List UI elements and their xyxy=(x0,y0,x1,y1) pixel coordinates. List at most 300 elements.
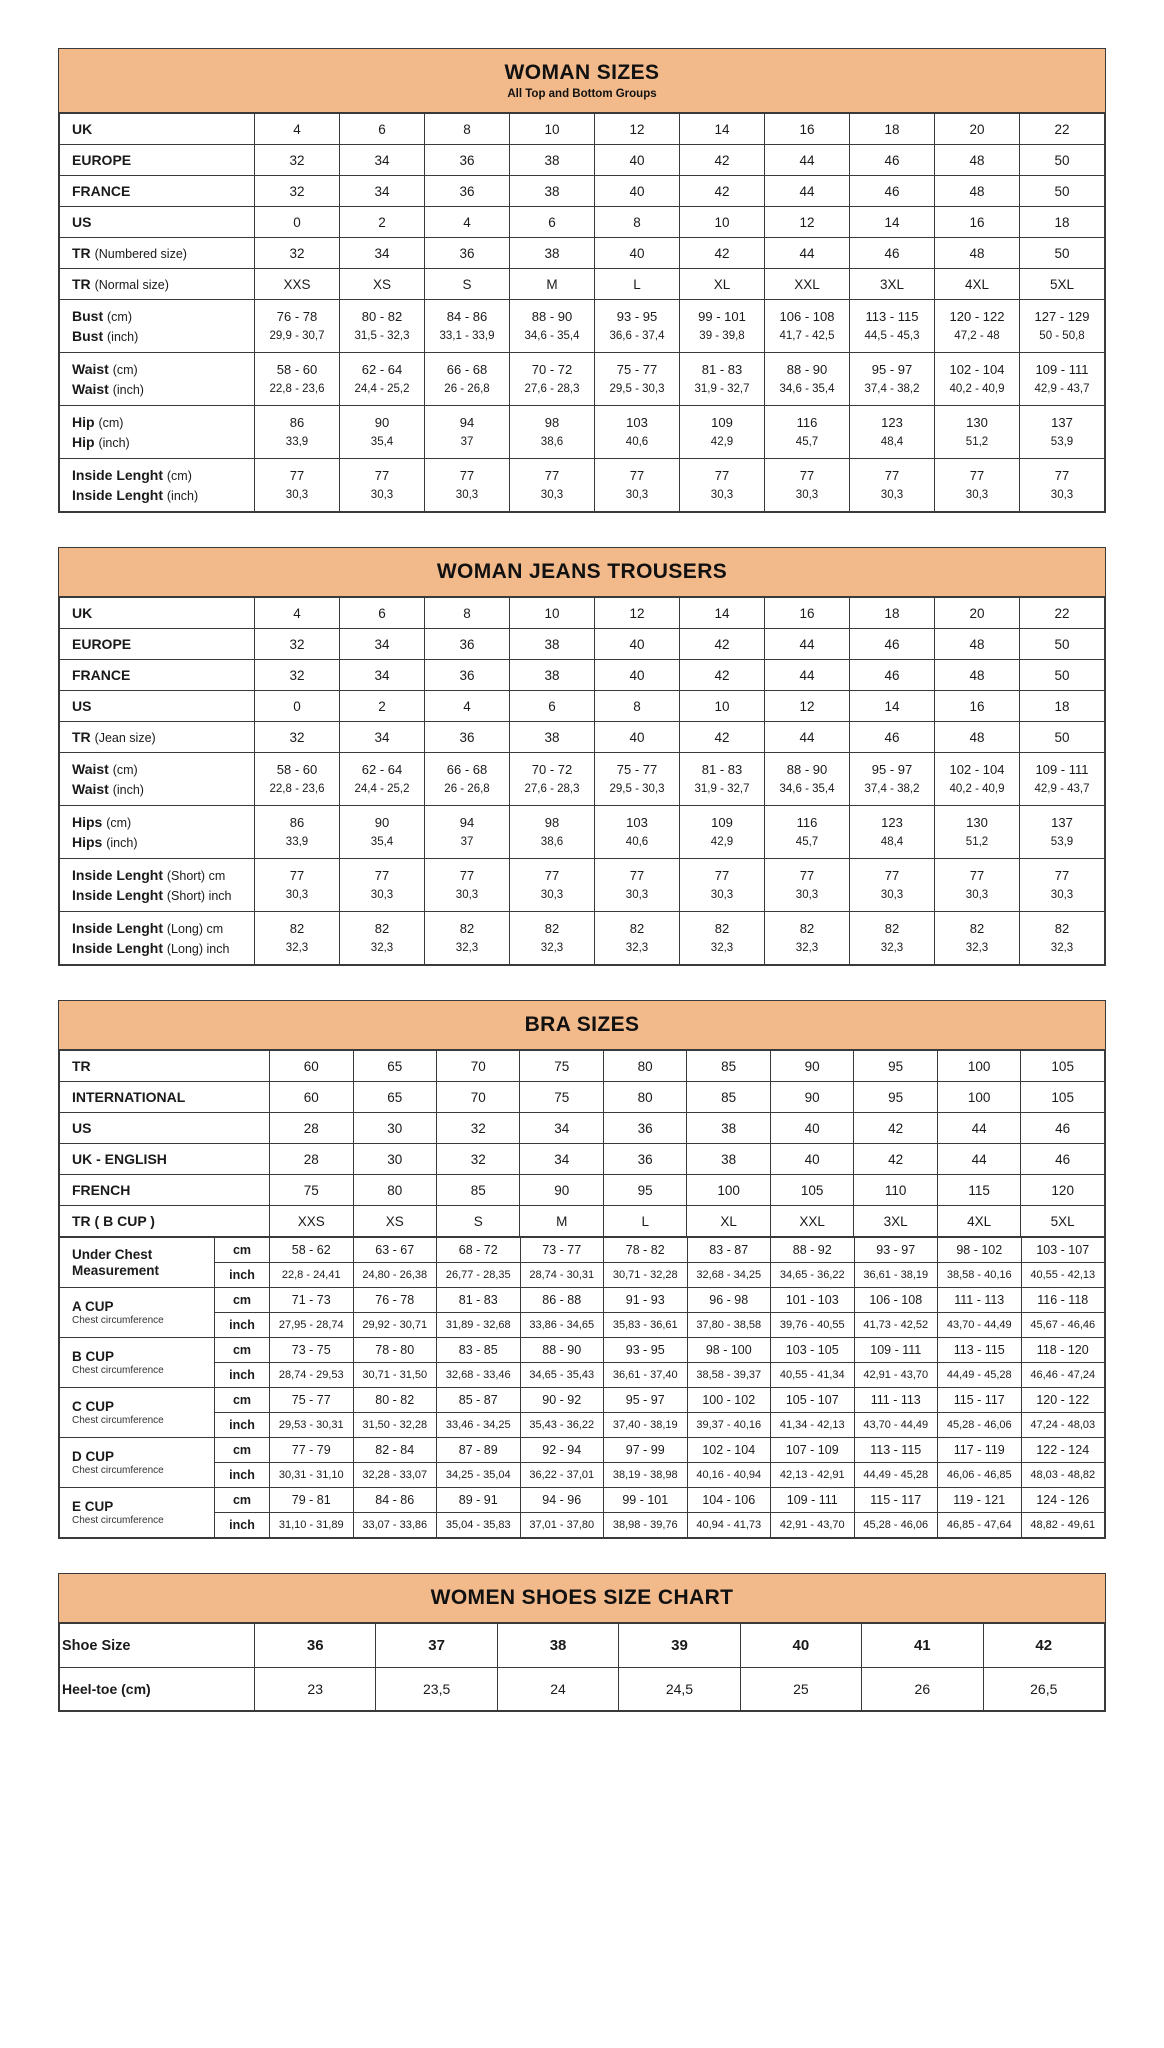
cell-value: 42,91 - 43,70 xyxy=(771,1513,855,1538)
cell-value: 34 xyxy=(340,722,425,753)
cell-value: 70 - 72 xyxy=(510,753,595,780)
cell-value: 113 - 115 xyxy=(850,300,935,327)
row-label: UK xyxy=(60,114,255,145)
cell-value: 100 - 102 xyxy=(687,1388,771,1413)
cell-value: 75 - 77 xyxy=(270,1388,354,1413)
cell-value: XL xyxy=(687,1206,770,1237)
chart-bra-sizes xyxy=(58,1000,1106,1539)
cell-value: 86 xyxy=(255,806,340,833)
cell-value: 20 xyxy=(935,114,1020,145)
cell-value: 26 - 26,8 xyxy=(425,779,510,806)
cell-value: 41 xyxy=(862,1624,983,1668)
cell-value: 29,9 - 30,7 xyxy=(255,326,340,353)
table-row xyxy=(60,1313,1105,1338)
table-row xyxy=(60,1363,1105,1388)
cell-value: 34,6 - 35,4 xyxy=(765,779,850,806)
cell-value: 117 - 119 xyxy=(938,1438,1022,1463)
table-row xyxy=(60,912,1105,939)
row-label-unit: (cm) xyxy=(112,763,138,777)
cell-value: 82 xyxy=(425,912,510,939)
cell-value: 33,1 - 33,9 xyxy=(425,326,510,353)
cell-value: 26,5 xyxy=(983,1668,1104,1711)
row-label-unit: (cm) xyxy=(107,310,132,324)
cell-value: 37,80 - 38,58 xyxy=(687,1313,771,1338)
table-row xyxy=(60,1338,1105,1363)
shoes-chart-title xyxy=(59,1574,1105,1623)
cell-value: 50 xyxy=(1020,145,1105,176)
woman-sizes-subtitle: All Top and Bottom Groups xyxy=(507,88,657,100)
cell-value: 31,9 - 32,7 xyxy=(680,779,765,806)
row-label: US xyxy=(60,691,255,722)
cell-value: 22 xyxy=(1020,114,1105,145)
cell-value: 32 xyxy=(255,145,340,176)
cell-value: 120 - 122 xyxy=(1021,1388,1105,1413)
cell-value: 77 xyxy=(765,859,850,886)
cell-value: 32,3 xyxy=(1020,938,1105,965)
cell-value: 93 - 95 xyxy=(595,300,680,327)
table-row xyxy=(60,406,1105,433)
table-row xyxy=(60,485,1105,512)
cell-value: 122 - 124 xyxy=(1021,1438,1105,1463)
cell-value: 8 xyxy=(595,207,680,238)
cell-value: 34,6 - 35,4 xyxy=(765,379,850,406)
cell-value: M xyxy=(520,1206,603,1237)
cell-value: 47,2 - 48 xyxy=(935,326,1020,353)
cell-value: 98 - 102 xyxy=(938,1238,1022,1263)
cell-value: 44 xyxy=(765,660,850,691)
table-row xyxy=(60,885,1105,912)
cell-value: 30,71 - 32,28 xyxy=(604,1263,688,1288)
cell-value: 32,3 xyxy=(340,938,425,965)
cell-value: 77 xyxy=(595,859,680,886)
cell-value: 30,3 xyxy=(595,885,680,912)
cell-value: 90 xyxy=(770,1051,853,1082)
table-row xyxy=(60,832,1105,859)
cell-value: 94 xyxy=(425,406,510,433)
row-label-unit: (Long) cm xyxy=(166,922,224,936)
cell-value: 106 - 108 xyxy=(854,1288,938,1313)
cell-value: 39,76 - 40,55 xyxy=(771,1313,855,1338)
cell-value: 2 xyxy=(340,207,425,238)
cell-value: 31,9 - 32,7 xyxy=(680,379,765,406)
cell-value: 88 - 90 xyxy=(765,753,850,780)
unit-label: cm xyxy=(215,1288,270,1313)
unit-label: cm xyxy=(215,1438,270,1463)
row-label: UK xyxy=(60,598,255,629)
bra-chart-title xyxy=(59,1001,1105,1050)
cell-value: 32,3 xyxy=(425,938,510,965)
cell-value: 31,5 - 32,3 xyxy=(340,326,425,353)
cell-value: XXL xyxy=(770,1206,853,1237)
cell-value: 32 xyxy=(255,238,340,269)
row-label: Inside Lenght (cm) xyxy=(60,459,255,486)
cell-value: 8 xyxy=(425,114,510,145)
cell-value: 115 - 117 xyxy=(854,1488,938,1513)
woman-sizes-title-text: WOMAN SIZES xyxy=(504,61,660,84)
cell-value: 34 xyxy=(340,145,425,176)
cell-value: 40,6 xyxy=(595,432,680,459)
row-label-unit: (inch) xyxy=(107,330,139,344)
cell-value: 30,3 xyxy=(850,485,935,512)
cell-value: 34,25 - 35,04 xyxy=(437,1463,521,1488)
cell-value: 40 xyxy=(595,145,680,176)
cell-value: 35,43 - 36,22 xyxy=(520,1413,604,1438)
cell-value: 103 xyxy=(595,806,680,833)
cell-value: 23,5 xyxy=(376,1668,497,1711)
cell-value: 77 xyxy=(935,859,1020,886)
cup-label-note: Chest circumference xyxy=(72,1414,164,1426)
cell-value: 109 xyxy=(680,406,765,433)
cell-value: 50 xyxy=(1020,660,1105,691)
cell-value: 8 xyxy=(595,691,680,722)
cell-value: 0 xyxy=(255,691,340,722)
unit-label: inch xyxy=(215,1363,270,1388)
cell-value: 36 xyxy=(603,1113,686,1144)
cell-value: 48 xyxy=(935,238,1020,269)
cell-value: 76 - 78 xyxy=(255,300,340,327)
cell-value: 90 xyxy=(770,1082,853,1113)
woman-jeans-trousers-table xyxy=(59,597,1105,965)
cell-value: 93 - 97 xyxy=(854,1238,938,1263)
cell-value: 75 xyxy=(520,1082,603,1113)
cell-value: 12 xyxy=(595,114,680,145)
row-label-unit: (Short) cm xyxy=(166,869,226,883)
table-row xyxy=(60,1263,1105,1288)
row-label: EUROPE xyxy=(60,145,255,176)
cell-value: 115 - 117 xyxy=(938,1388,1022,1413)
cell-value: 46 xyxy=(850,722,935,753)
cell-value: 105 xyxy=(1021,1051,1105,1082)
cell-value: 77 xyxy=(1020,459,1105,486)
cell-value: 102 - 104 xyxy=(935,753,1020,780)
cell-value: 65 xyxy=(353,1051,436,1082)
cell-value: 96 - 98 xyxy=(687,1288,771,1313)
cell-value: 84 - 86 xyxy=(425,300,510,327)
cell-value: 105 xyxy=(1021,1082,1105,1113)
cell-value: 102 - 104 xyxy=(935,353,1020,380)
cell-value: 34 xyxy=(520,1144,603,1175)
woman-sizes-table xyxy=(59,113,1105,512)
cell-value: 37,4 - 38,2 xyxy=(850,379,935,406)
cell-value: 30,31 - 31,10 xyxy=(270,1463,354,1488)
cell-value: 104 - 106 xyxy=(687,1488,771,1513)
cell-value: 42 xyxy=(983,1624,1104,1668)
table-row xyxy=(60,1175,1105,1206)
cell-value: 40 xyxy=(595,629,680,660)
row-label: US xyxy=(60,207,255,238)
cell-value: 120 xyxy=(1021,1175,1105,1206)
cell-value: 27,95 - 28,74 xyxy=(270,1313,354,1338)
cell-value: 94 xyxy=(425,806,510,833)
cell-value: 44,49 - 45,28 xyxy=(938,1363,1022,1388)
cell-value: 50 - 50,8 xyxy=(1020,326,1105,353)
row-label: TR xyxy=(60,1051,270,1082)
cell-value: 127 - 129 xyxy=(1020,300,1105,327)
cell-value: 4XL xyxy=(937,1206,1020,1237)
cell-value: 48,03 - 48,82 xyxy=(1021,1463,1105,1488)
cell-value: 81 - 83 xyxy=(680,753,765,780)
table-row xyxy=(60,1288,1105,1313)
cup-label-note: Chest circumference xyxy=(72,1364,164,1376)
cell-value: 33,07 - 33,86 xyxy=(353,1513,437,1538)
cell-value: 30,3 xyxy=(255,885,340,912)
cell-value: 38,58 - 39,37 xyxy=(687,1363,771,1388)
unit-label: inch xyxy=(215,1463,270,1488)
cell-value: 36 xyxy=(425,176,510,207)
cell-value: 33,9 xyxy=(255,832,340,859)
row-label: Hips (cm) xyxy=(60,806,255,833)
cell-value: 48,4 xyxy=(850,432,935,459)
cell-value: 77 xyxy=(765,459,850,486)
cell-value: 36 xyxy=(425,145,510,176)
cell-value: 42 xyxy=(680,629,765,660)
cell-value: 101 - 103 xyxy=(771,1288,855,1313)
cell-value: 40 xyxy=(770,1144,853,1175)
cell-value: 42 xyxy=(680,660,765,691)
cell-value: 107 - 109 xyxy=(771,1438,855,1463)
cell-value: 82 xyxy=(510,912,595,939)
cell-value: 30 xyxy=(353,1144,436,1175)
table-row xyxy=(60,300,1105,327)
cell-value: 12 xyxy=(765,207,850,238)
cell-value: 77 xyxy=(595,459,680,486)
woman-jeans-trousers-title-text: WOMAN JEANS TROUSERS xyxy=(436,560,728,583)
cell-value: 44 xyxy=(765,176,850,207)
cell-value: 53,9 xyxy=(1020,432,1105,459)
cell-value: 32,3 xyxy=(935,938,1020,965)
cell-value: 18 xyxy=(1020,207,1105,238)
cell-value: 77 xyxy=(510,859,595,886)
cell-value: 109 - 111 xyxy=(854,1338,938,1363)
cell-value: 77 xyxy=(510,459,595,486)
cell-value: 98 xyxy=(510,806,595,833)
cell-value: 22,8 - 23,6 xyxy=(255,379,340,406)
cell-value: 39 - 39,8 xyxy=(680,326,765,353)
cell-value: 34 xyxy=(520,1113,603,1144)
cell-value: 62 - 64 xyxy=(340,753,425,780)
row-label: FRANCE xyxy=(60,176,255,207)
cell-value: 82 xyxy=(595,912,680,939)
cell-value: 77 xyxy=(850,459,935,486)
cell-value: 38,6 xyxy=(510,432,595,459)
cell-value: 33,9 xyxy=(255,432,340,459)
cell-value: 95 xyxy=(854,1051,937,1082)
cell-value: 38,19 - 38,98 xyxy=(604,1463,688,1488)
cell-value: 46,06 - 46,85 xyxy=(938,1463,1022,1488)
cell-value: XXS xyxy=(270,1206,353,1237)
cell-value: 35,83 - 36,61 xyxy=(604,1313,688,1338)
cell-value: 32,3 xyxy=(255,938,340,965)
cell-value: 44 xyxy=(765,629,850,660)
cell-value: 38 xyxy=(510,660,595,691)
cell-value: 32,3 xyxy=(595,938,680,965)
bra-measurements-table xyxy=(59,1237,1105,1538)
cell-value: 62 - 64 xyxy=(340,353,425,380)
chart-women-shoes xyxy=(58,1573,1106,1712)
unit-label: inch xyxy=(215,1413,270,1438)
cell-value: 38 xyxy=(510,629,595,660)
cell-value: 82 xyxy=(680,912,765,939)
cell-value: 94 - 96 xyxy=(520,1488,604,1513)
cell-value: 30 xyxy=(353,1113,436,1144)
cell-value: 31,10 - 31,89 xyxy=(270,1513,354,1538)
cup-label: C CUP Chest circumference xyxy=(60,1388,215,1438)
cell-value: 3XL xyxy=(850,269,935,300)
table-row xyxy=(60,1438,1105,1463)
cell-value: 32 xyxy=(255,660,340,691)
table-row xyxy=(60,779,1105,806)
table-row xyxy=(60,379,1105,406)
cell-value: XS xyxy=(340,269,425,300)
cell-value: L xyxy=(603,1206,686,1237)
row-label: Waist (cm) xyxy=(60,753,255,780)
cell-value: 99 - 101 xyxy=(680,300,765,327)
bra-sizes-table xyxy=(59,1050,1105,1237)
cell-value: 48 xyxy=(935,629,1020,660)
cell-value: 45,67 - 46,46 xyxy=(1021,1313,1105,1338)
cup-label-note: Chest circumference xyxy=(72,1514,164,1526)
row-label-note: (Numbered size) xyxy=(94,247,187,261)
cell-value: 60 xyxy=(270,1082,353,1113)
cell-value: 79 - 81 xyxy=(270,1488,354,1513)
standard-charts-container xyxy=(58,48,1106,966)
cell-value: 10 xyxy=(510,598,595,629)
cell-value: 100 xyxy=(687,1175,770,1206)
cell-value: 14 xyxy=(850,691,935,722)
cell-value: 12 xyxy=(765,691,850,722)
shoes-chart-title-text: WOMEN SHOES SIZE CHART xyxy=(430,1586,734,1609)
cell-value: 35,4 xyxy=(340,432,425,459)
row-label-unit: (inch) xyxy=(112,783,144,797)
table-row xyxy=(60,806,1105,833)
cell-value: 102 - 104 xyxy=(687,1438,771,1463)
row-label: Inside Lenght (Short) inch xyxy=(60,885,255,912)
cell-value: 24,5 xyxy=(619,1668,740,1711)
cell-value: 30,3 xyxy=(425,885,510,912)
table-row xyxy=(60,1413,1105,1438)
row-label-note: (Jean size) xyxy=(94,731,156,745)
cell-value: 111 - 113 xyxy=(938,1288,1022,1313)
cell-value: 46 xyxy=(1021,1113,1105,1144)
table-row xyxy=(60,1488,1105,1513)
chart-woman-jeans-trousers xyxy=(58,547,1106,966)
cell-value: 77 xyxy=(255,459,340,486)
cell-value: 42,13 - 42,91 xyxy=(771,1463,855,1488)
cell-value: 22,8 - 23,6 xyxy=(255,779,340,806)
table-row xyxy=(60,1082,1105,1113)
cell-value: 113 - 115 xyxy=(854,1438,938,1463)
table-row xyxy=(60,859,1105,886)
cell-value: 12 xyxy=(595,598,680,629)
cell-value: 32,3 xyxy=(680,938,765,965)
cell-value: 66 - 68 xyxy=(425,353,510,380)
cell-value: 34,65 - 36,22 xyxy=(771,1263,855,1288)
cell-value: 46 xyxy=(850,238,935,269)
cell-value: 32,28 - 33,07 xyxy=(353,1463,437,1488)
row-label: Shoe Size xyxy=(60,1624,255,1668)
cell-value: 45,28 - 46,06 xyxy=(938,1413,1022,1438)
cell-value: 100 xyxy=(937,1051,1020,1082)
cell-value: 77 xyxy=(680,459,765,486)
row-label: Inside Lenght (Long) cm xyxy=(60,912,255,939)
cell-value: XL xyxy=(680,269,765,300)
cell-value: XS xyxy=(353,1206,436,1237)
cell-value: 109 - 111 xyxy=(771,1488,855,1513)
cell-value: 18 xyxy=(1020,691,1105,722)
table-row xyxy=(60,1206,1105,1237)
cell-value: 86 xyxy=(255,406,340,433)
cell-value: 97 - 99 xyxy=(604,1438,688,1463)
cell-value: 41,34 - 42,13 xyxy=(771,1413,855,1438)
cell-value: 95 xyxy=(603,1175,686,1206)
table-row xyxy=(60,1238,1105,1263)
unit-label: cm xyxy=(215,1238,270,1263)
cell-value: 48 xyxy=(935,176,1020,207)
cell-value: 44,5 - 45,3 xyxy=(850,326,935,353)
cell-value: 47,24 - 48,03 xyxy=(1021,1413,1105,1438)
table-row xyxy=(60,1113,1105,1144)
row-label-unit: (Long) inch xyxy=(166,942,230,956)
unit-label: inch xyxy=(215,1513,270,1538)
cell-value: S xyxy=(425,269,510,300)
cell-value: 28 xyxy=(270,1144,353,1175)
cell-value: 43,70 - 44,49 xyxy=(854,1413,938,1438)
cell-value: 77 xyxy=(425,459,510,486)
row-label-unit: (inch) xyxy=(106,836,138,850)
cell-value: L xyxy=(595,269,680,300)
cell-value: 24,4 - 25,2 xyxy=(340,379,425,406)
cup-label: E CUP Chest circumference xyxy=(60,1488,215,1538)
cell-value: 18 xyxy=(850,114,935,145)
row-label: Inside Lenght (Long) inch xyxy=(60,938,255,965)
cell-value: 100 xyxy=(937,1082,1020,1113)
cell-value: 58 - 60 xyxy=(255,753,340,780)
cell-value: 42,9 - 43,7 xyxy=(1020,379,1105,406)
table-row xyxy=(60,722,1105,753)
cell-value: 123 xyxy=(850,406,935,433)
cell-value: 86 - 88 xyxy=(520,1288,604,1313)
cell-value: 99 - 101 xyxy=(604,1488,688,1513)
cell-value: 30,3 xyxy=(425,485,510,512)
unit-label: cm xyxy=(215,1338,270,1363)
row-label: Inside Lenght (Short) cm xyxy=(60,859,255,886)
cell-value: 40,2 - 40,9 xyxy=(935,379,1020,406)
cell-value: 40 xyxy=(740,1624,861,1668)
cell-value: 36,22 - 37,01 xyxy=(520,1463,604,1488)
cell-value: 42,9 xyxy=(680,832,765,859)
cell-value: 25 xyxy=(740,1668,861,1711)
cell-value: 34 xyxy=(340,629,425,660)
cell-value: 82 xyxy=(340,912,425,939)
cell-value: 41,73 - 42,52 xyxy=(854,1313,938,1338)
row-label-unit: (cm) xyxy=(112,363,138,377)
cell-value: 4 xyxy=(425,691,510,722)
cell-value: 95 xyxy=(854,1082,937,1113)
cell-value: 32 xyxy=(436,1144,519,1175)
cell-value: 28 xyxy=(270,1113,353,1144)
cell-value: 60 xyxy=(270,1051,353,1082)
cell-value: 30,71 - 31,50 xyxy=(353,1363,437,1388)
cell-value: 92 - 94 xyxy=(520,1438,604,1463)
cell-value: 39,37 - 40,16 xyxy=(687,1413,771,1438)
table-row xyxy=(60,1668,1105,1711)
cell-value: 29,53 - 30,31 xyxy=(270,1413,354,1438)
row-label: INTERNATIONAL xyxy=(60,1082,270,1113)
table-row xyxy=(60,269,1105,300)
cell-value: 41,7 - 42,5 xyxy=(765,326,850,353)
cell-value: 77 xyxy=(340,859,425,886)
cell-value: 116 xyxy=(765,406,850,433)
